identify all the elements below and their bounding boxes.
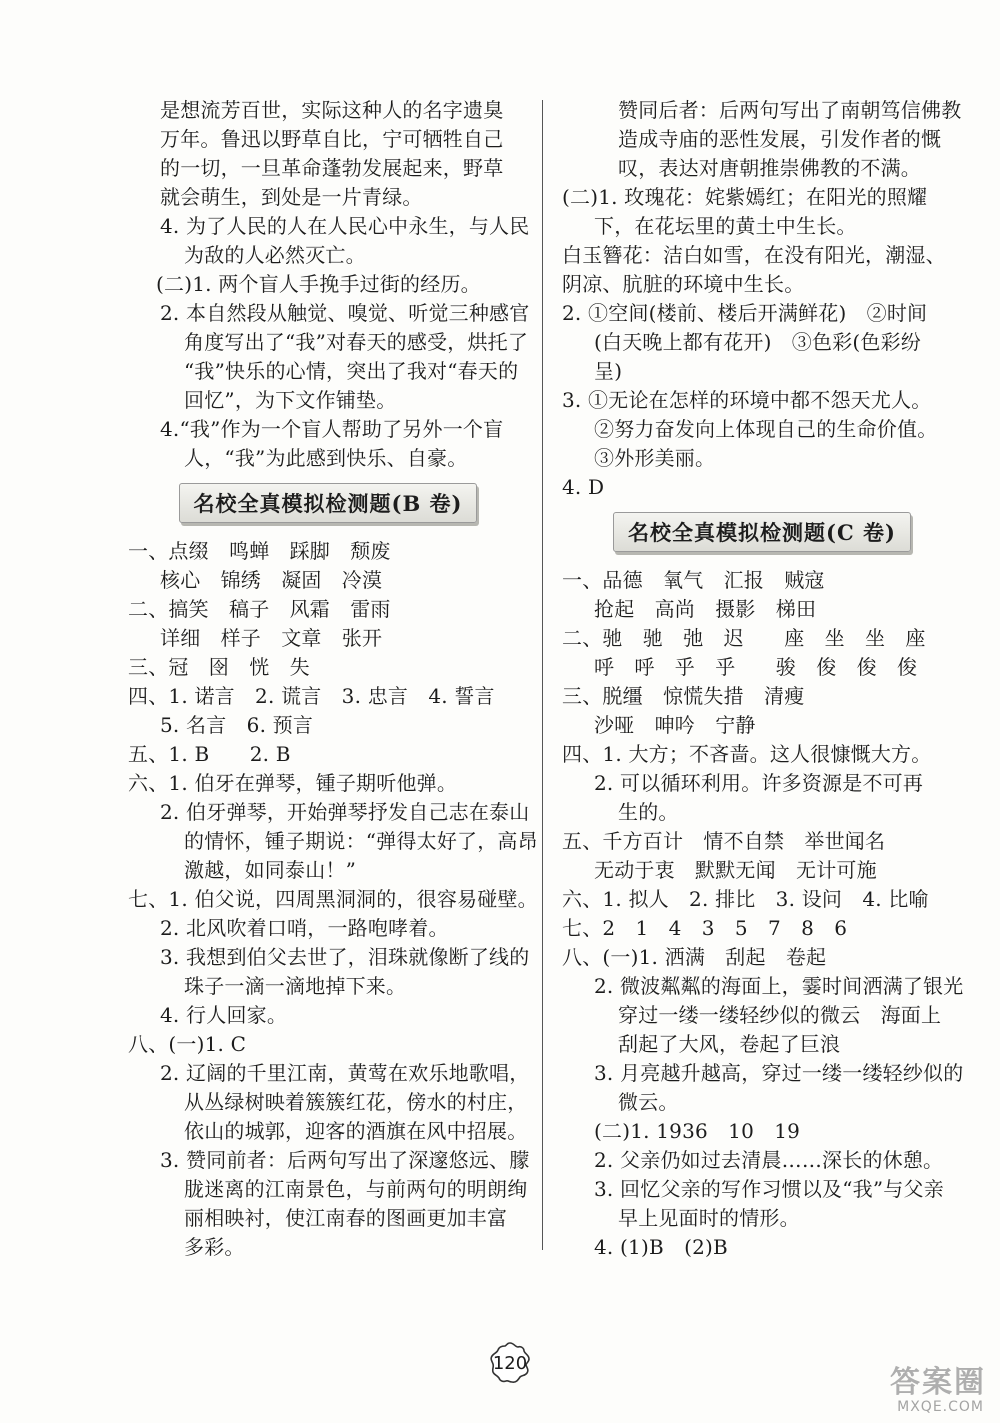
answer-line: 依山的城郭，迎客的酒旗在风中招展。 <box>184 1119 528 1143</box>
section-banner-b <box>128 481 528 525</box>
answer-line: 阴凉、肮脏的环境中生长。 <box>562 272 805 296</box>
answer-line: 七、2 1 4 3 5 7 8 6 <box>562 916 848 940</box>
answer-line: 下，在花坛里的黄土中生长。 <box>594 214 857 238</box>
column-divider <box>542 100 543 1250</box>
answer-line: 刮起了大风，卷起了巨浪 <box>618 1032 841 1056</box>
answer-line: 3. ①无论在怎样的环境中都不怨天尤人。 <box>562 388 932 412</box>
answer-line: 五、千方百计 情不自禁 举世闻名 <box>562 829 886 853</box>
page-number-badge <box>487 1340 533 1386</box>
right-column <box>562 96 962 1262</box>
answer-line: 微云。 <box>618 1090 679 1114</box>
answer-line: 六、1. 伯牙在弹琴，锺子期听他弹。 <box>128 771 458 795</box>
answer-line: 叹，表达对唐朝推崇佛教的不满。 <box>618 156 921 180</box>
answer-line: 无动于衷 默默无闻 无计可施 <box>594 858 877 882</box>
answer-line: 3. 回忆父亲的写作习惯以及“我”与父亲 <box>594 1177 944 1201</box>
watermark-url: MXQE.COM <box>897 1399 984 1415</box>
answer-line: “我”快乐的心情，突出了我对“春天的 <box>184 359 519 383</box>
answer-line: 六、1. 拟人 2. 排比 3. 设问 4. 比喻 <box>562 887 929 911</box>
answer-line: 4. 为了人民的人在人民心中永生，与人民 <box>160 214 530 238</box>
section-title: 名校全真模拟检测题(B 卷) <box>179 483 478 523</box>
answer-line: (二)1. 玫瑰花：姹紫嫣红；在阳光的照耀 <box>562 185 928 209</box>
answer-line: 的情怀，锺子期说：“弹得太好了，高昂 <box>184 829 538 853</box>
answer-line: 4. 行人回家。 <box>160 1003 288 1027</box>
answer-line: 人，“我”为此感到快乐、自豪。 <box>184 446 468 470</box>
answer-line: 的一切，一旦革命蓬勃发展起来，野草 <box>160 156 504 180</box>
answer-line: 3. 我想到伯父去世了，泪珠就像断了线的 <box>160 945 530 969</box>
answer-line: 八、(一)1. C <box>128 1032 247 1056</box>
answer-line: 2. 辽阔的千里江南，黄莺在欢乐地歌唱， <box>160 1061 530 1085</box>
answer-line: 二、驰 驰 弛 迟 座 坐 坐 座 <box>562 626 926 650</box>
answer-line: 详细 样子 文章 张开 <box>160 626 383 650</box>
answer-line: 生的。 <box>618 800 679 824</box>
answer-line: 角度写出了“我”对春天的感受，烘托了 <box>184 330 529 354</box>
answer-line: 七、1. 伯父说，四周黑洞洞的，很容易碰壁。 <box>128 887 538 911</box>
answer-line: 是想流芳百世，实际这种人的名字遗臭 <box>160 98 504 122</box>
answer-line: ②努力奋发向上体现自己的生命价值。 <box>594 417 938 441</box>
answer-line: 2. 本自然段从触觉、嗅觉、听觉三种感官 <box>160 301 530 325</box>
answer-line: 二、搞笑 稿子 风霜 雷雨 <box>128 597 391 621</box>
answer-line: 四、1. 诺言 2. 谎言 3. 忠言 4. 誓言 <box>128 684 495 708</box>
answer-line: 就会萌生，到处是一片青绿。 <box>160 185 423 209</box>
answer-line: 4.“我”作为一个盲人帮助了另外一个盲 <box>160 417 504 441</box>
answer-line: 早上见面时的情形。 <box>618 1206 800 1230</box>
answer-line: 抢起 高尚 摄影 梯田 <box>594 597 817 621</box>
answer-line: 一、品德 氧气 汇报 贼寇 <box>562 568 825 592</box>
answer-line: 为敌的人必然灭亡。 <box>184 243 366 267</box>
answer-line: 2. 父亲仍如过去清晨……深长的休憩。 <box>594 1148 944 1172</box>
answer-line: 珠子一滴一滴地掉下来。 <box>184 974 407 998</box>
answer-line: 激越，如同泰山！” <box>184 858 357 882</box>
answer-line: 3. 月亮越升越高，穿过一缕一缕轻纱似的 <box>594 1061 964 1085</box>
answer-line: 五、1. B 2. B <box>128 742 291 766</box>
answer-line: 造成寺庙的恶性发展，引发作者的慨 <box>618 127 942 151</box>
answer-line: 丽相映衬，使江南春的图画更加丰富 <box>184 1206 508 1230</box>
answer-line: 2. 微波粼粼的海面上，霎时间洒满了银光 <box>594 974 964 998</box>
left-column <box>128 96 538 1262</box>
page-number: 120 <box>492 1352 528 1374</box>
answer-line: 2. 北风吹着口哨，一路咆哮着。 <box>160 916 449 940</box>
answer-line: 4. (1)B (2)B <box>594 1235 728 1259</box>
answer-line: 呈) <box>594 359 623 383</box>
answer-line: 2. 伯牙弹琴，开始弹琴抒发自己志在泰山 <box>160 800 530 824</box>
answer-line: 2. 可以循环利用。许多资源是不可再 <box>594 771 924 795</box>
answer-line: 回忆”，为下文作铺垫。 <box>184 388 397 412</box>
answer-line: 八、(一)1. 洒满 刮起 卷起 <box>562 945 827 969</box>
answer-line: 三、脱缰 惊慌失措 清瘦 <box>562 684 805 708</box>
answer-line: 沙哑 呻吟 宁静 <box>594 713 756 737</box>
answer-line: 穿过一缕一缕轻纱似的微云 海面上 <box>618 1003 942 1027</box>
answer-line: 三、冠 囹 恍 失 <box>128 655 310 679</box>
answer-line: 4. D <box>562 475 605 499</box>
watermark <box>862 1357 992 1415</box>
answer-line: 白玉簪花：洁白如雪，在没有阳光，潮湿、 <box>562 243 946 267</box>
watermark-brand: 答案圈 <box>890 1365 986 1400</box>
answer-line: ③外形美丽。 <box>594 446 716 470</box>
answer-line: (二)1. 1936 10 19 <box>594 1119 801 1143</box>
answer-line: 从丛绿树映着簇簇红花，傍水的村庄， <box>184 1090 528 1114</box>
answer-line: (二)1. 两个盲人手挽手过街的经历。 <box>156 272 481 296</box>
answer-line: 一、点缀 鸣蝉 踩脚 颓废 <box>128 539 391 563</box>
answer-line: 呼 呼 乎 乎 骏 俊 俊 俊 <box>594 655 918 679</box>
answer-line: 多彩。 <box>184 1235 245 1259</box>
answer-line: 四、1. 大方；不吝啬。这人很慷慨大方。 <box>562 742 932 766</box>
answer-line: 胧迷离的江南景色，与前两句的明朗绚 <box>184 1177 528 1201</box>
answer-line: 核心 锦绣 凝固 冷漠 <box>160 568 383 592</box>
section-title: 名校全真模拟检测题(C 卷) <box>613 512 911 552</box>
answer-line: 5. 名言 6. 预言 <box>160 713 314 737</box>
answer-line: 2. ①空间(楼前、楼后开满鲜花) ②时间 <box>562 301 928 325</box>
answer-line: 3. 赞同前者：后两句写出了深邃悠远、朦 <box>160 1148 530 1172</box>
answer-line: (白天晚上都有花开) ③色彩(色彩纷 <box>594 330 922 354</box>
section-banner-c <box>562 510 962 554</box>
answer-line: 赞同后者：后两句写出了南朝笃信佛教 <box>618 98 962 122</box>
answer-line: 万年。鲁迅以野草自比，宁可牺牲自己 <box>160 127 504 151</box>
